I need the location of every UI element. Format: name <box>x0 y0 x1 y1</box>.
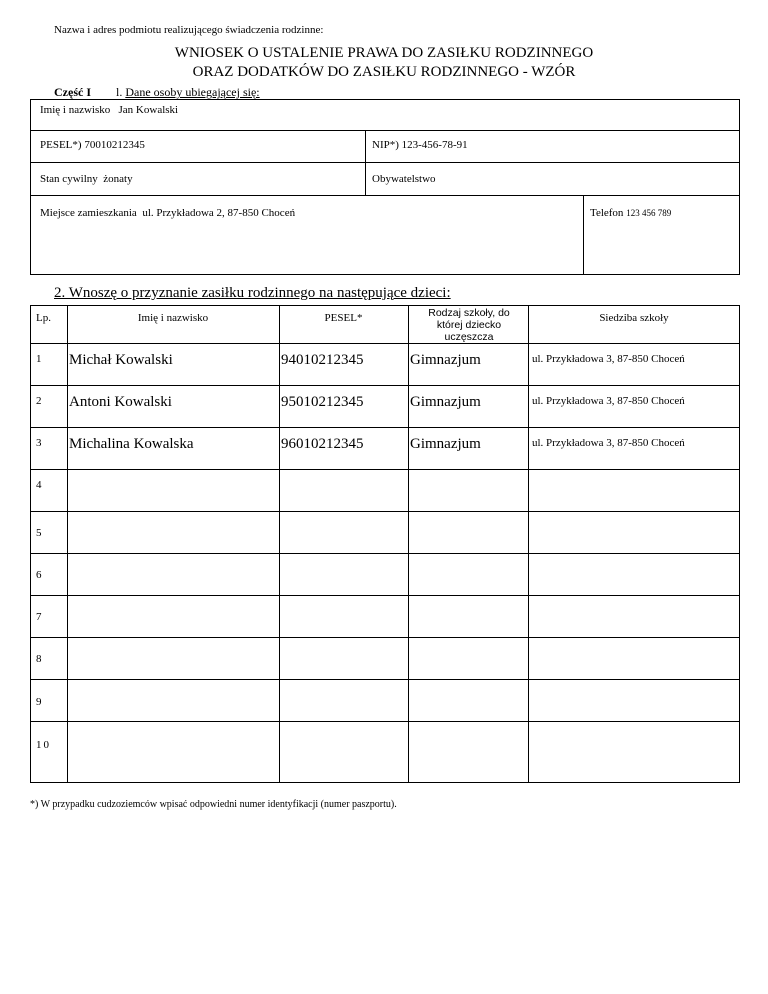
nip-value: 123-456-78-91 <box>401 139 468 151</box>
phone-label: Telefon <box>590 207 624 219</box>
phone-field[interactable] <box>590 207 671 220</box>
phone-value: 123 456 789 <box>626 208 672 218</box>
marital-label: Stan cywilny <box>40 173 98 185</box>
marital-value: żonaty <box>103 173 133 185</box>
cell-name: Michał Kowalski <box>69 352 173 368</box>
org-label: Nazwa i adres podmiotu realizującego świadczenia rodzinne: <box>54 24 324 36</box>
form-title-line2: ORAZ DODATKÓW DO ZASIŁKU RODZINNEGO - WZÓR <box>192 64 576 80</box>
citizenship-field[interactable] <box>372 173 436 186</box>
cell-lp: 8 <box>36 653 42 665</box>
cell-lp: 3 <box>36 437 42 449</box>
table-row[interactable] <box>30 511 740 553</box>
address-field[interactable] <box>40 207 295 220</box>
applicant-name-field[interactable] <box>40 104 178 117</box>
form-title-line1: WNIOSEK O USTALENIE PRAWA DO ZASIŁKU RODZINNEGO <box>174 45 594 61</box>
cell-school-seat: ul. Przykładowa 3, 87-850 Choceń <box>532 437 685 449</box>
pesel-label: PESEL*) <box>40 139 82 151</box>
table-row[interactable] <box>30 343 740 385</box>
name-value: Jan Kowalski <box>118 104 179 116</box>
section1-number: l. <box>116 85 123 99</box>
cell-pesel: 95010212345 <box>281 394 364 410</box>
nip-field[interactable] <box>372 139 468 152</box>
cell-lp: 6 <box>36 569 42 581</box>
pesel-value: 70010212345 <box>84 139 145 151</box>
section2-title: 2. Wnoszę o przyznanie zasiłku rodzinnego na następujące dzieci: <box>54 285 451 301</box>
section1-heading <box>116 85 260 99</box>
table-row[interactable] <box>30 469 740 511</box>
header-school-type: Rodzaj szkoły, do której dziecko uczęszcza <box>428 307 510 343</box>
table-row[interactable] <box>30 679 740 721</box>
cell-school-type: Gimnazjum <box>410 394 481 410</box>
nip-label: NIP*) <box>372 139 399 151</box>
cell-school-seat: ul. Przykładowa 3, 87-850 Choceń <box>532 353 685 365</box>
citizenship-label: Obywatelstwo <box>372 173 436 185</box>
table-row[interactable] <box>30 385 740 427</box>
cell-lp: 9 <box>36 696 42 708</box>
cell-lp: 7 <box>36 611 42 623</box>
header-pesel: PESEL* <box>324 312 363 324</box>
cell-lp: 5 <box>36 527 42 539</box>
table-row[interactable] <box>30 637 740 679</box>
footnote: *) W przypadku cudzoziemców wpisać odpowiedni numer identyfikacji (numer paszportu). <box>30 799 397 810</box>
table-row[interactable] <box>30 595 740 637</box>
address-value: ul. Przykładowa 2, 87-850 Choceń <box>142 207 296 219</box>
cell-school-type: Gimnazjum <box>410 352 481 368</box>
cell-pesel: 94010212345 <box>281 352 364 368</box>
cell-lp: 2 <box>36 395 42 407</box>
table-row[interactable] <box>30 553 740 595</box>
cell-name: Michalina Kowalska <box>69 436 194 452</box>
cell-school-seat: ul. Przykładowa 3, 87-850 Choceń <box>532 395 685 407</box>
pesel-field[interactable] <box>40 139 145 152</box>
address-label: Miejsce zamieszkania <box>40 207 137 219</box>
cell-lp: 10 <box>36 739 51 751</box>
table-row[interactable] <box>30 721 740 783</box>
cell-school-type: Gimnazjum <box>410 436 481 452</box>
header-school-seat: Siedziba szkoły <box>599 312 669 324</box>
table-row[interactable] <box>30 427 740 469</box>
marital-status-field[interactable] <box>40 173 133 186</box>
section1-title: Dane osoby ubiegającej się: <box>125 85 260 99</box>
header-lp: Lp. <box>36 312 51 324</box>
applicant-box <box>30 99 740 275</box>
cell-lp: 4 <box>36 479 42 491</box>
header-name: Imię i nazwisko <box>137 312 209 324</box>
part-label: Część I <box>54 85 91 99</box>
cell-lp: 1 <box>36 353 42 365</box>
cell-name: Antoni Kowalski <box>69 394 172 410</box>
cell-pesel: 96010212345 <box>281 436 364 452</box>
name-label: Imię i nazwisko <box>40 104 111 116</box>
